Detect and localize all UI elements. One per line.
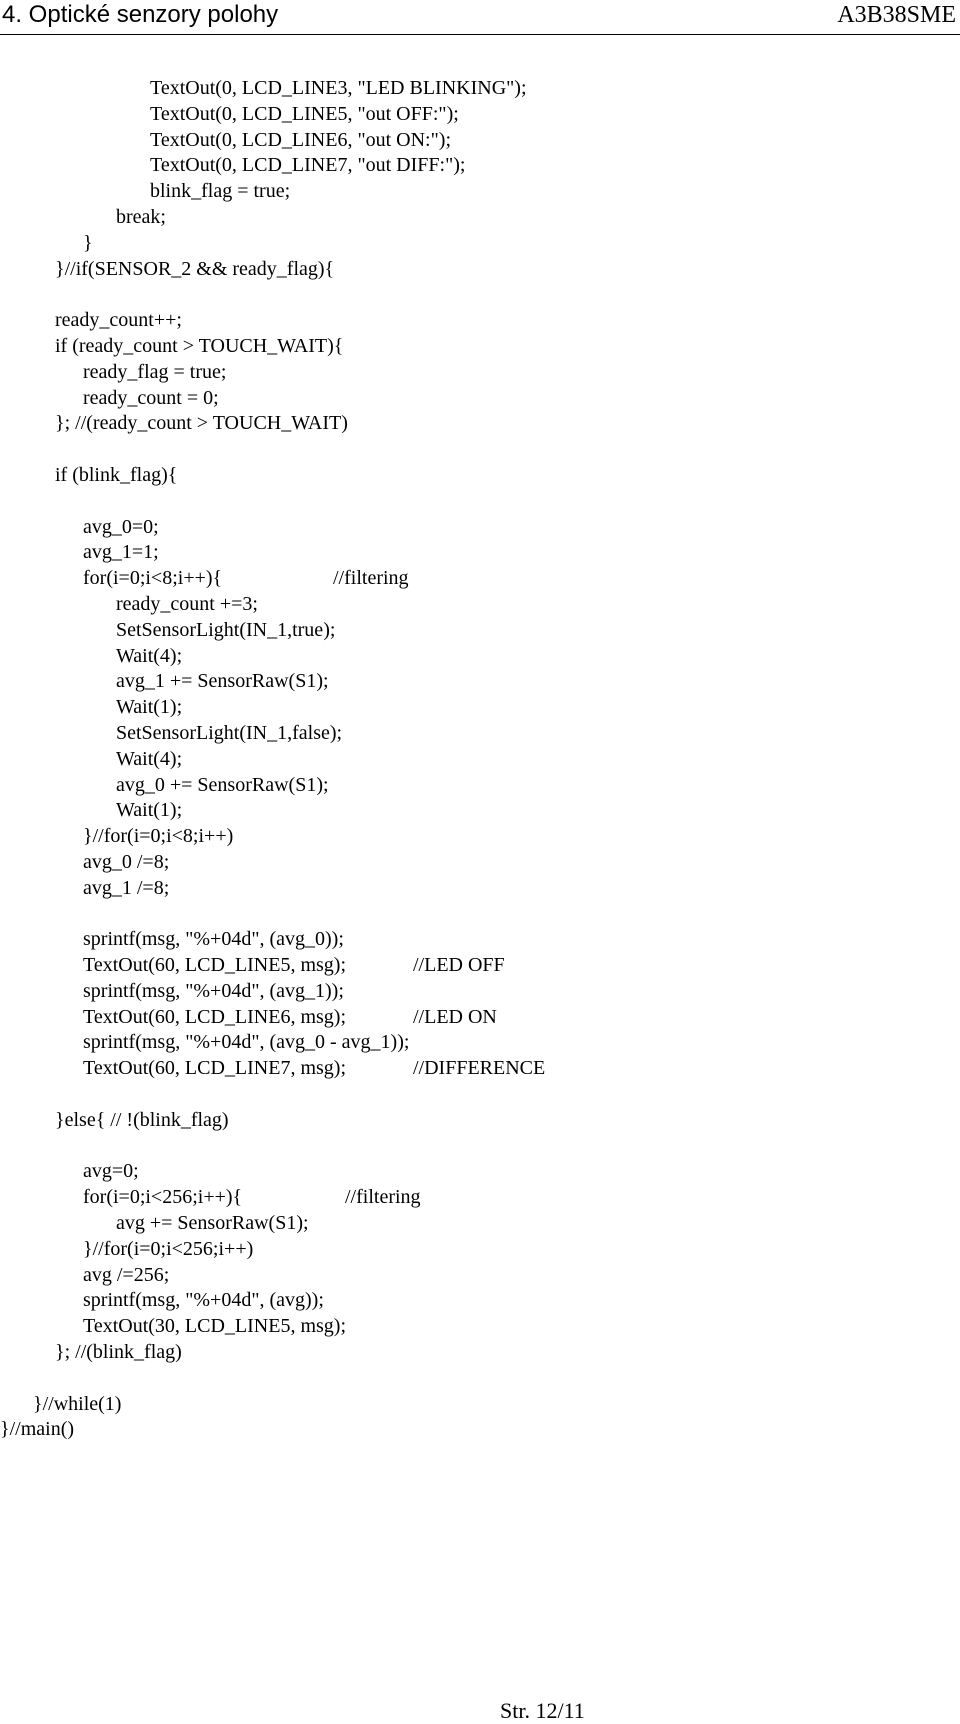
code-line	[0, 1056, 960, 1082]
code-comment: //LED OFF	[413, 954, 505, 977]
code-text: }else{ // !(blink_flag)	[55, 1108, 229, 1131]
code-text: avg_1 += SensorRaw(S1);	[116, 670, 329, 693]
code-text: sprintf(msg, "%+04d", (avg_0));	[83, 928, 344, 951]
code-line	[0, 566, 960, 592]
code-line	[0, 411, 960, 437]
code-text: avg += SensorRaw(S1);	[116, 1212, 309, 1235]
code-line	[0, 1211, 960, 1237]
code-line	[0, 1340, 960, 1366]
code-text: ready_count = 0;	[83, 386, 219, 409]
code-text: if (blink_flag){	[55, 463, 178, 486]
code-line	[0, 876, 960, 902]
code-text: }//for(i=0;i<8;i++)	[83, 825, 234, 848]
code-line	[0, 824, 960, 850]
code-line	[0, 1082, 960, 1108]
code-line	[0, 437, 960, 463]
code-line	[0, 128, 960, 154]
code-line	[0, 979, 960, 1005]
code-line	[0, 644, 960, 670]
page-number: Str. 12/11	[500, 1698, 585, 1723]
code-text: }; //(ready_count > TOUCH_WAIT)	[55, 412, 348, 435]
code-line	[0, 1288, 960, 1314]
code-text: }//if(SENSOR_2 && ready_flag){	[55, 257, 335, 280]
code-text: ready_flag = true;	[83, 360, 227, 383]
code-line	[0, 902, 960, 928]
code-line	[0, 205, 960, 231]
code-line	[0, 1392, 960, 1418]
page-header	[0, 0, 960, 35]
code-text: TextOut(0, LCD_LINE6, "out ON:");	[150, 128, 451, 151]
code-line	[0, 1263, 960, 1289]
code-line	[0, 308, 960, 334]
code-text: Wait(4);	[116, 747, 183, 770]
code-line	[0, 153, 960, 179]
code-text: blink_flag = true;	[150, 180, 291, 203]
code-line	[0, 592, 960, 618]
code-comment: //DIFFERENCE	[413, 1057, 546, 1080]
code-text: TextOut(30, LCD_LINE5, msg);	[83, 1315, 347, 1338]
code-text: }; //(blink_flag)	[55, 1341, 182, 1364]
code-text: avg /=256;	[83, 1263, 170, 1286]
code-line	[0, 927, 960, 953]
code-text: ready_count +=3;	[116, 592, 258, 615]
code-line	[0, 179, 960, 205]
code-line	[0, 1417, 960, 1443]
code-text: TextOut(60, LCD_LINE5, msg);	[83, 954, 347, 977]
code-line	[0, 850, 960, 876]
code-text: }//while(1)	[33, 1392, 122, 1415]
code-text: sprintf(msg, "%+04d", (avg_0 - avg_1));	[83, 1031, 410, 1054]
code-line	[0, 257, 960, 283]
code-line	[0, 102, 960, 128]
code-text: }//for(i=0;i<256;i++)	[83, 1237, 254, 1260]
code-text: sprintf(msg, "%+04d", (avg));	[83, 1289, 324, 1312]
code-line	[0, 618, 960, 644]
code-line	[0, 76, 960, 102]
code-line	[0, 1159, 960, 1185]
code-text: }	[83, 231, 93, 254]
course-code: A3B38SME	[837, 2, 956, 28]
code-listing	[0, 76, 960, 1443]
code-line	[0, 386, 960, 412]
code-line	[0, 695, 960, 721]
code-line	[0, 463, 960, 489]
code-comment: //filtering	[333, 567, 409, 590]
code-line	[0, 1108, 960, 1134]
code-line	[0, 669, 960, 695]
code-text: TextOut(0, LCD_LINE3, "LED BLINKING");	[150, 77, 527, 99]
code-line	[0, 1030, 960, 1056]
code-text: Wait(4);	[116, 644, 183, 667]
code-line	[0, 953, 960, 979]
code-text: Wait(1);	[116, 696, 183, 719]
code-text: TextOut(0, LCD_LINE5, "out OFF:");	[150, 102, 459, 125]
code-line	[0, 1314, 960, 1340]
code-line	[0, 540, 960, 566]
code-line	[0, 231, 960, 257]
code-text: ready_count++;	[55, 309, 182, 332]
code-line	[0, 721, 960, 747]
code-line	[0, 1185, 960, 1211]
code-line	[0, 773, 960, 799]
code-line	[0, 1366, 960, 1392]
code-text: avg=0;	[83, 1160, 139, 1183]
code-text: SetSensorLight(IN_1,true);	[116, 618, 336, 641]
code-line	[0, 1005, 960, 1031]
code-text: TextOut(60, LCD_LINE7, msg);	[83, 1057, 347, 1080]
code-text: for(i=0;i<8;i++){	[83, 567, 223, 590]
code-comment: //filtering	[345, 1186, 421, 1209]
code-text: avg_1=1;	[83, 541, 159, 564]
code-line	[0, 747, 960, 773]
code-text: TextOut(60, LCD_LINE6, msg);	[83, 1005, 347, 1028]
code-line	[0, 282, 960, 308]
code-line	[0, 1134, 960, 1160]
code-line	[0, 360, 960, 386]
code-comment: //LED ON	[413, 1005, 497, 1028]
code-line	[0, 1237, 960, 1263]
code-text: SetSensorLight(IN_1,false);	[116, 721, 343, 744]
code-text: if (ready_count > TOUCH_WAIT){	[55, 334, 344, 357]
code-text: avg_0 /=8;	[83, 850, 170, 873]
code-line	[0, 515, 960, 541]
code-text: TextOut(0, LCD_LINE7, "out DIFF:");	[150, 154, 466, 177]
code-text: avg_0=0;	[83, 515, 159, 538]
code-line	[0, 334, 960, 360]
code-line	[0, 489, 960, 515]
chapter-title: 4. Optické senzory polohy	[2, 1, 279, 28]
code-line	[0, 798, 960, 824]
code-text: sprintf(msg, "%+04d", (avg_1));	[83, 979, 344, 1002]
code-text: }//main()	[0, 1418, 75, 1441]
code-text: avg_0 += SensorRaw(S1);	[116, 773, 329, 796]
code-text: Wait(1);	[116, 799, 183, 822]
code-text: for(i=0;i<256;i++){	[83, 1186, 243, 1209]
code-text: break;	[116, 205, 166, 228]
code-text: avg_1 /=8;	[83, 876, 170, 899]
